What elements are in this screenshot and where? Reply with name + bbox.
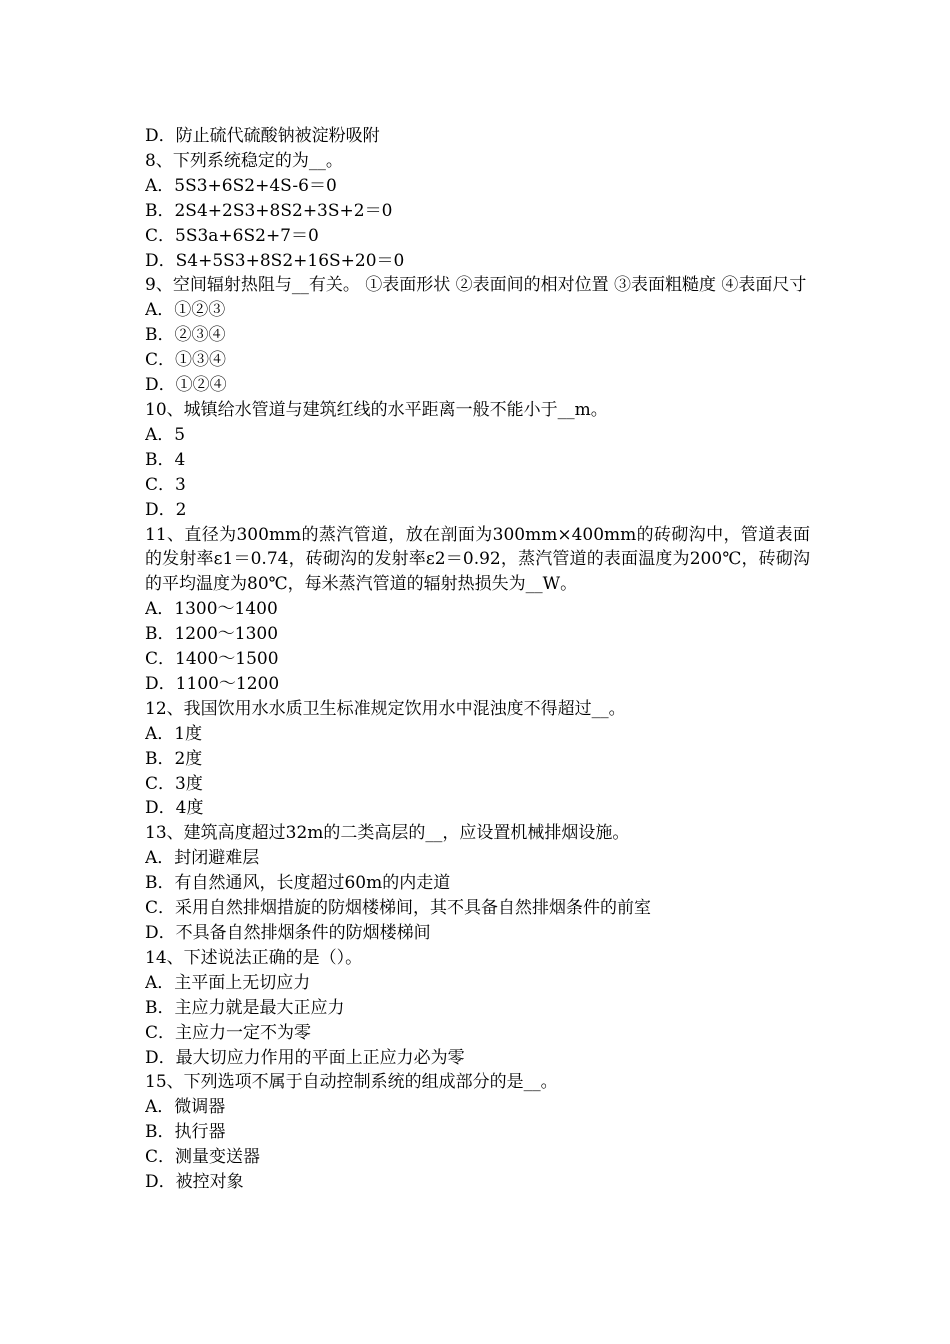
question-line: 15、下列选项不属于自动控制系统的组成部分的是__。 <box>145 1072 558 1093</box>
option-line: B．主应力就是最大正应力 <box>145 997 345 1018</box>
option-line: B．1200～1300 <box>145 624 279 645</box>
option-line: C．测量变送器 <box>145 1147 261 1168</box>
option-line: A．5S3+6S2+4S-6＝0 <box>145 175 337 196</box>
option-line: A．主平面上无切应力 <box>145 972 311 993</box>
option-line: D．S4+5S3+8S2+16S+20＝0 <box>145 250 405 271</box>
option-line: A．5 <box>145 424 186 445</box>
question-line: 10、城镇给水管道与建筑红线的水平距离一般不能小于__m。 <box>145 399 608 420</box>
option-line: D．防止硫代硫酸钠被淀粉吸附 <box>145 126 380 146</box>
option-line: C．主应力一定不为零 <box>145 1022 312 1043</box>
option-line: D．①②④ <box>145 375 227 396</box>
option-line: C．①③④ <box>145 350 227 371</box>
option-line: C．1400～1500 <box>145 649 279 670</box>
option-line: B．2S4+2S3+8S2+3S+2＝0 <box>145 200 393 221</box>
option-line: B．2度 <box>145 748 203 769</box>
option-line: A．1300～1400 <box>145 599 278 620</box>
option-line: A．微调器 <box>145 1097 226 1118</box>
option-line: C．采用自然排烟措旋的防烟楼梯间，其不具备自然排烟条件的前室 <box>145 898 652 919</box>
option-line: B．执行器 <box>145 1122 226 1143</box>
option-line: A．①②③ <box>145 300 226 321</box>
question-line: 8、下列系统稳定的为__。 <box>145 150 343 171</box>
question-line: 13、建筑高度超过32m的二类高层的__，应设置机械排烟设施。 <box>145 823 630 844</box>
option-line: C．3 <box>145 474 186 495</box>
option-line: D．2 <box>145 499 187 520</box>
question-line: 12、我国饮用水水质卫生标准规定饮用水中混浊度不得超过__。 <box>145 698 626 719</box>
option-line: D．被控对象 <box>145 1172 244 1193</box>
option-line: A．封闭避难层 <box>145 848 260 869</box>
option-line: C．5S3a+6S2+7＝0 <box>145 225 319 246</box>
document-body <box>145 124 810 1195</box>
question-line: 11、直径为300mm的蒸汽管道，放在剖面为300mm×400mm的砖砌沟中，管道表面的发射率ε1＝0.74，砖砌沟的发射率ε2＝0.92，蒸汽管道的表面温度为200℃，砖砌沟的平均温度为80℃，每米蒸汽管道的辐射热损失为__W。 <box>145 524 810 595</box>
option-line: B．②③④ <box>145 325 226 346</box>
option-line: B．4 <box>145 449 186 470</box>
option-line: B．有自然通风，长度超过60m的内走道 <box>145 873 451 894</box>
option-line: C．3度 <box>145 773 203 794</box>
question-line: 9、空间辐射热阻与__有关。 ①表面形状 ②表面间的相对位置 ③表面粗糙度 ④表面尺寸 <box>145 275 807 296</box>
option-line: D．1100～1200 <box>145 673 280 694</box>
option-line: A．1度 <box>145 723 203 744</box>
question-line: 14、下述说法正确的是（）。 <box>145 947 363 968</box>
option-line: D．4度 <box>145 798 204 819</box>
option-line: D．不具备自然排烟条件的防烟楼梯间 <box>145 923 431 943</box>
option-line: D．最大切应力作用的平面上正应力必为零 <box>145 1047 465 1068</box>
